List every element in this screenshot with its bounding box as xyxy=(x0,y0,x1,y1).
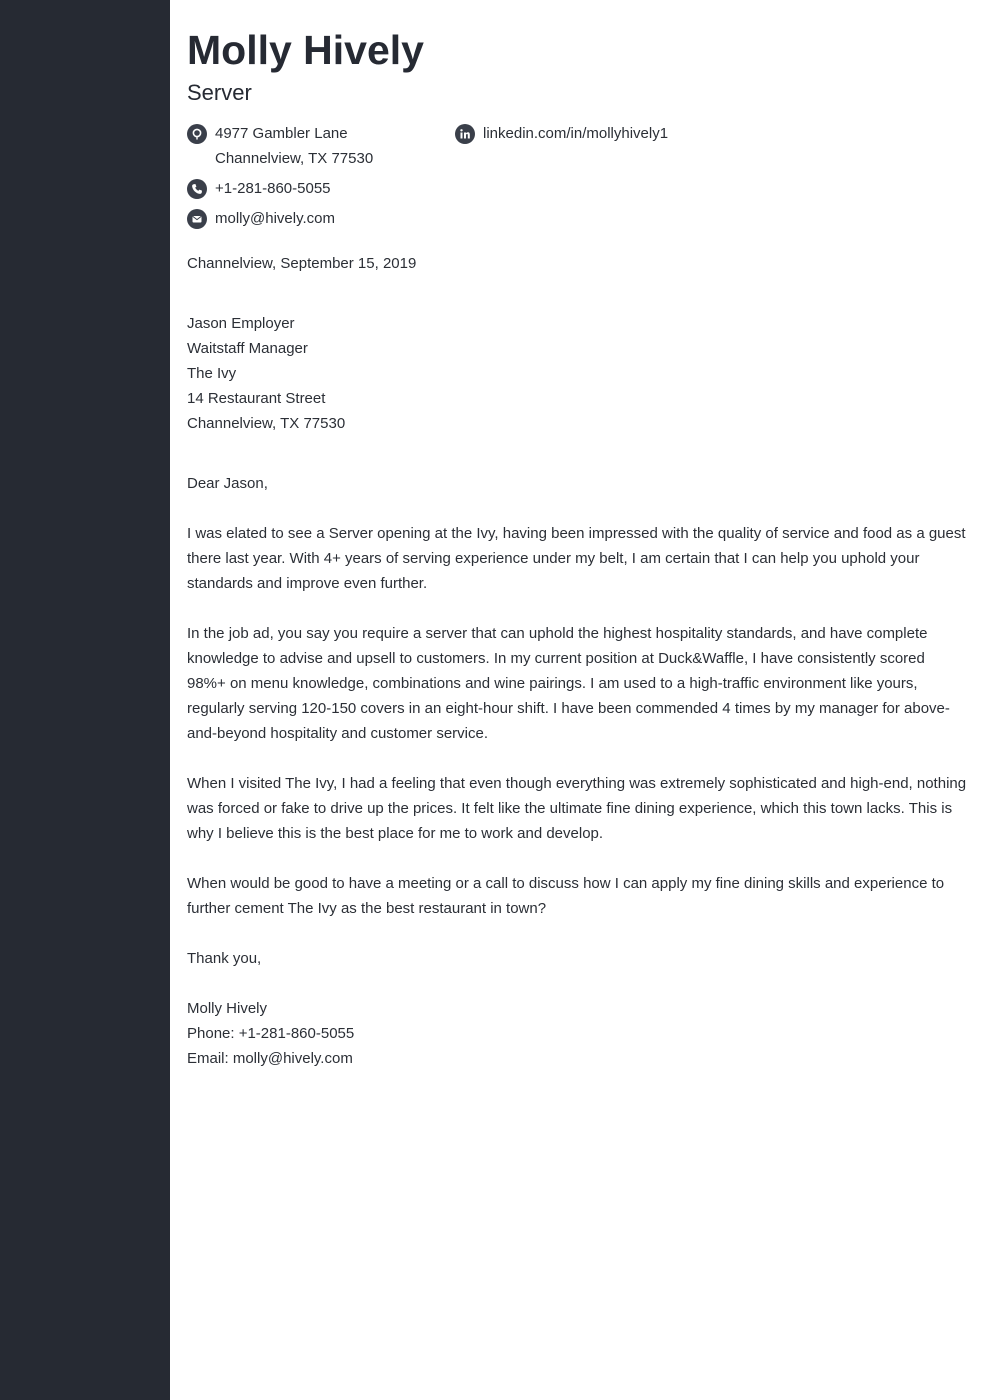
signature-phone: Phone: +1-281-860-5055 xyxy=(187,1025,355,1042)
recipient-city: Channelview, TX 77530 xyxy=(187,415,346,432)
location-pin-icon xyxy=(187,124,207,144)
recipient-name: Jason Employer xyxy=(187,315,295,332)
address-line2: Channelview, TX 77530 xyxy=(215,150,374,167)
phone-number[interactable]: +1-281-860-5055 xyxy=(215,180,331,197)
contact-linkedin xyxy=(455,121,668,146)
phone-icon xyxy=(187,179,207,199)
address-line1: 4977 Gambler Lane xyxy=(215,125,348,142)
recipient-position: Waitstaff Manager xyxy=(187,340,308,357)
applicant-name: Molly Hively xyxy=(187,27,424,73)
contact-email xyxy=(187,206,335,231)
closing: Thank you, xyxy=(187,950,262,967)
greeting: Dear Jason, xyxy=(187,475,268,492)
body-paragraph-4: When would be good to have a meeting or a call to discuss how I can apply my fine dining skills and experience to further cement The Ivy as the best restaurant in town? xyxy=(187,875,945,917)
signature-block xyxy=(187,996,354,1071)
recipient-company: The Ivy xyxy=(187,365,237,382)
linkedin-icon xyxy=(455,124,475,144)
signature-name: Molly Hively xyxy=(187,1000,268,1017)
recipient-block xyxy=(187,311,345,436)
sidebar xyxy=(0,0,170,1400)
body-paragraph-3: When I visited The Ivy, I had a feeling that even though everything was extremely sophisticated and high-end, nothing was forced or fake to drive up the prices. It felt like the ultimate fine dining experience, which this town lacks. This is why I believe this is the best place for me to work and develop. xyxy=(187,775,967,842)
body-paragraph-1: I was elated to see a Server opening at the Ivy, having been impressed with the quality of service and food as a guest there last year. With 4+ years of serving experience under my belt, I am certain that I can help you uphold your standards and improve even further. xyxy=(187,525,966,592)
contact-phone xyxy=(187,176,331,201)
recipient-street: 14 Restaurant Street xyxy=(187,390,326,407)
applicant-title: Server xyxy=(187,80,252,105)
letter-date: Channelview, September 15, 2019 xyxy=(187,255,417,272)
email-address[interactable]: molly@hively.com xyxy=(215,210,335,227)
body-paragraph-2: In the job ad, you say you require a server that can uphold the highest hospitality standards, and have complete knowledge to advise and upsell to customers. In my current position at Duck&Waffle, I have consistently scored 98%+ on menu knowledge, combinations and wine pairings. I am used to a high-traffic environment like yours, regularly serving 120-150 covers in an eight-hour shift. I have been commended 4 times by my manager for above-and-beyond hospitality and customer service. xyxy=(187,625,950,742)
linkedin-url[interactable]: linkedin.com/in/mollyhively1 xyxy=(483,125,669,142)
contact-address xyxy=(187,121,373,171)
signature-email: Email: molly@hively.com xyxy=(187,1050,353,1067)
email-icon xyxy=(187,209,207,229)
